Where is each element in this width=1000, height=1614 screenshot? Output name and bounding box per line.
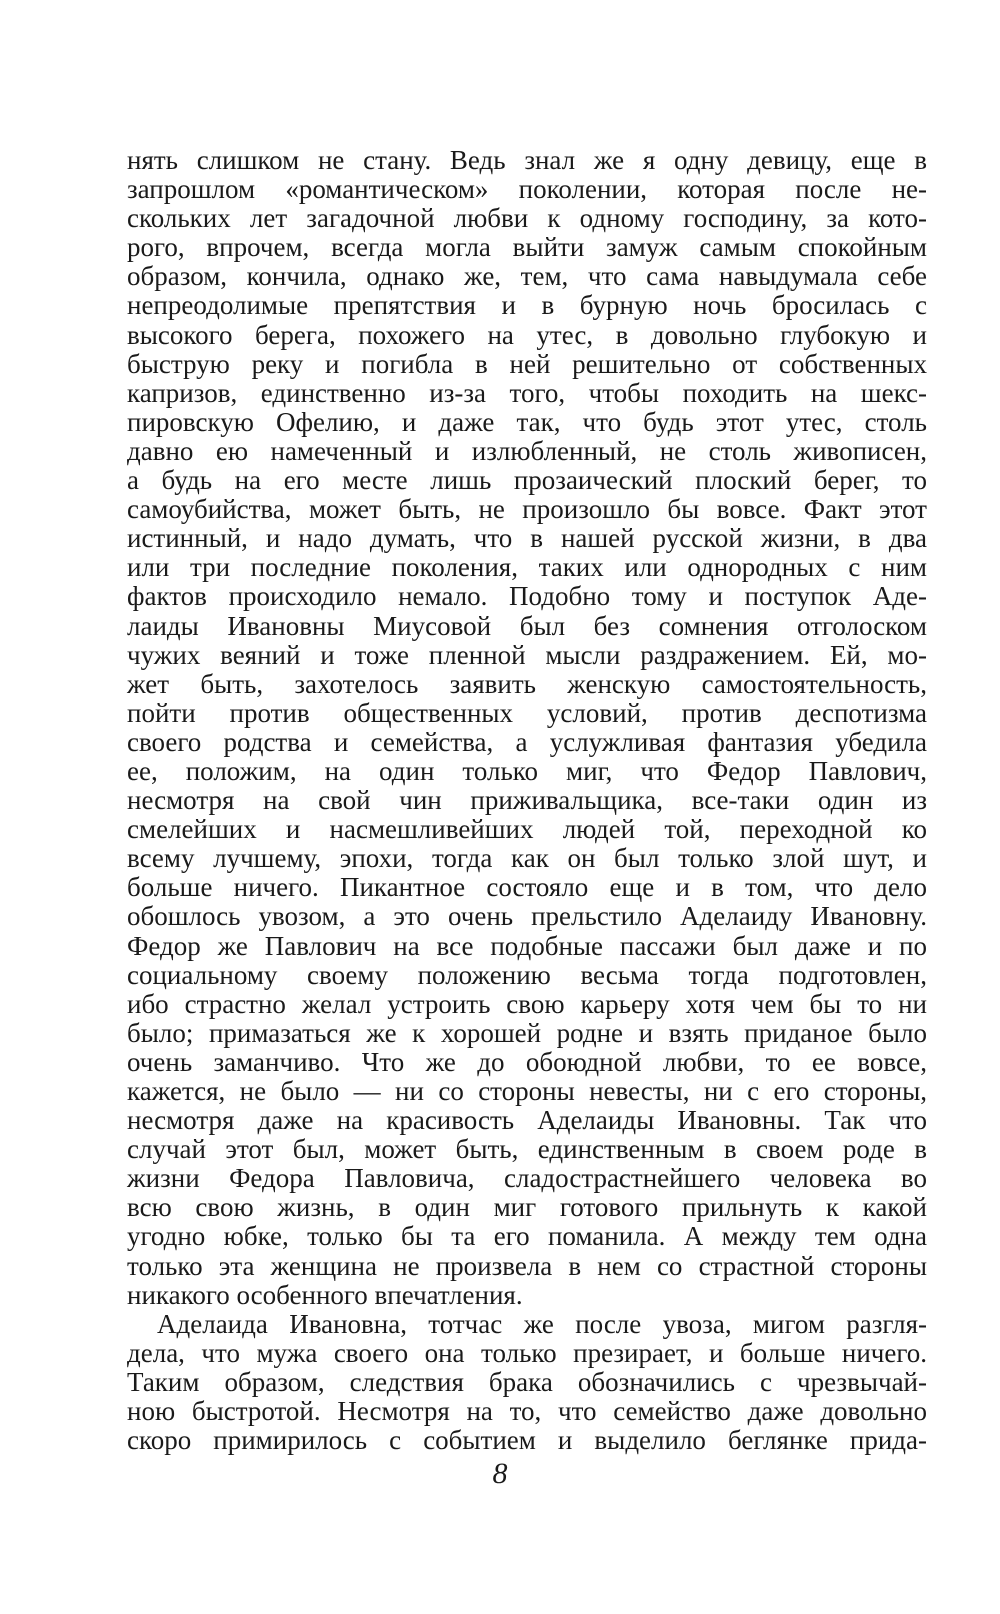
text-line: истинный, и надо думать, что в нашей русской жизни, в два: [127, 523, 927, 554]
text-line: несмотря даже на красивость Аделаиды Ивановны. Так что: [127, 1105, 927, 1136]
text-line: кажется, не было — ни со стороны невесты, ни с его стороны,: [127, 1076, 927, 1106]
text-line: образом, кончила, однако же, тем, что сама навыдумала себе: [127, 261, 927, 292]
text-line: а будь на его месте лишь прозаический плоский берег, то: [127, 465, 927, 496]
text-line: угодно юбке, только бы та его поманила. А между тем одна: [127, 1221, 927, 1252]
text-line: капризов, единственно из-за того, чтобы походить на шекс-: [127, 377, 927, 408]
text-line: рого, впрочем, всегда могла выйти замуж самым спокойным: [127, 232, 927, 263]
text-line: очень заманчиво. Что же до обоюдной любви, то ее вовсе,: [127, 1046, 927, 1077]
page-number: 8: [492, 1457, 508, 1490]
text-line: больше ничего. Пикантное состояло еще и в том, что дело: [127, 872, 927, 903]
text-line: никакого особенного впечатления.: [127, 1279, 523, 1310]
text-line: или три последние поколения, таких или однородных с ним: [127, 552, 927, 583]
text-line: дела, что мужа своего она только презирает, и больше ничего.: [127, 1337, 927, 1368]
text-line: несмотря на свой чин приживальщика, все-таки один из: [127, 785, 927, 816]
text-line: чужих веяний и тоже пленной мысли раздражением. Ей, мо-: [127, 639, 927, 670]
text-line: Федор же Павлович на все подобные пассажи был даже и по: [127, 930, 927, 961]
text-line: жизни Федора Павловича, сладострастнейшего человека во: [127, 1163, 927, 1194]
text-line: непреодолимые препятствия и в бурную ночь бросилась с: [127, 290, 927, 321]
text-line: случай этот был, может быть, единственным в своем роде в: [127, 1134, 927, 1165]
text-line: запрошлом «романтическом» поколении, которая после не-: [127, 174, 927, 205]
text-line: социальному своему положению весьма тогда подготовлен,: [127, 959, 927, 990]
text-line: высокого берега, похожего на утес, в довольно глубокую и: [127, 319, 927, 350]
paragraph-2: [127, 1310, 927, 1455]
text-line: нять слишком не стану. Ведь знал же я одну девицу, еще в: [127, 145, 927, 175]
text-line: всему лучшему, эпохи, тогда как он был только злой шут, и: [127, 843, 927, 874]
text-line: ною быстротой. Несмотря на то, что семейство даже довольно: [127, 1396, 927, 1427]
text-line: ее, положим, на один только миг, что Федор Павлович,: [127, 755, 927, 786]
text-line: Таким образом, следствия брака обозначились с чрезвычай-: [127, 1366, 927, 1397]
text-line: пировскую Офелию, и даже так, что будь этот утес, столь: [127, 406, 927, 437]
text-line: Аделаида Ивановна, тотчас же после увоза, мигом разгля-: [157, 1308, 927, 1339]
text-line: самоубийства, может быть, не произошло бы вовсе. Факт этот: [127, 494, 927, 525]
text-line: лаиды Ивановны Миусовой был без сомнения отголоском: [127, 610, 927, 641]
text-line: ибо страстно желал устроить свою карьеру хотя чем бы то ни: [127, 988, 927, 1019]
text-line: фактов происходило немало. Подобно тому и поступок Аде-: [127, 581, 927, 612]
text-line: давно ею намеченный и излюбленный, не столь живописен,: [127, 435, 927, 466]
text-line: обошлось увозом, а это очень прельстило Аделаиду Ивановну.: [127, 901, 927, 932]
text-line: быструю реку и погибла в ней решительно от собственных: [127, 348, 927, 379]
text-line: скоро примирилось с событием и выделило беглянке прида-: [127, 1425, 927, 1456]
text-line: только эта женщина не произвела в нем со страстной стороны: [127, 1250, 927, 1281]
text-line: жет быть, захотелось заявить женскую самостоятельность,: [127, 668, 927, 699]
text-line: пойти против общественных условий, против деспотизма: [127, 697, 927, 728]
text-line: своего родства и семейства, а услужливая фантазия убедила: [127, 726, 927, 757]
text-line: всю свою жизнь, в один миг готового прильнуть к какой: [127, 1192, 927, 1223]
paragraph-1: [127, 146, 927, 1310]
body-text: [127, 146, 927, 1455]
text-line: скольких лет загадочной любви к одному господину, за кото-: [127, 203, 927, 234]
text-line: было; примазаться же к хорошей родне и взять приданое было: [127, 1017, 927, 1048]
text-line: смелейших и насмешливейших людей той, переходной ко: [127, 814, 927, 845]
